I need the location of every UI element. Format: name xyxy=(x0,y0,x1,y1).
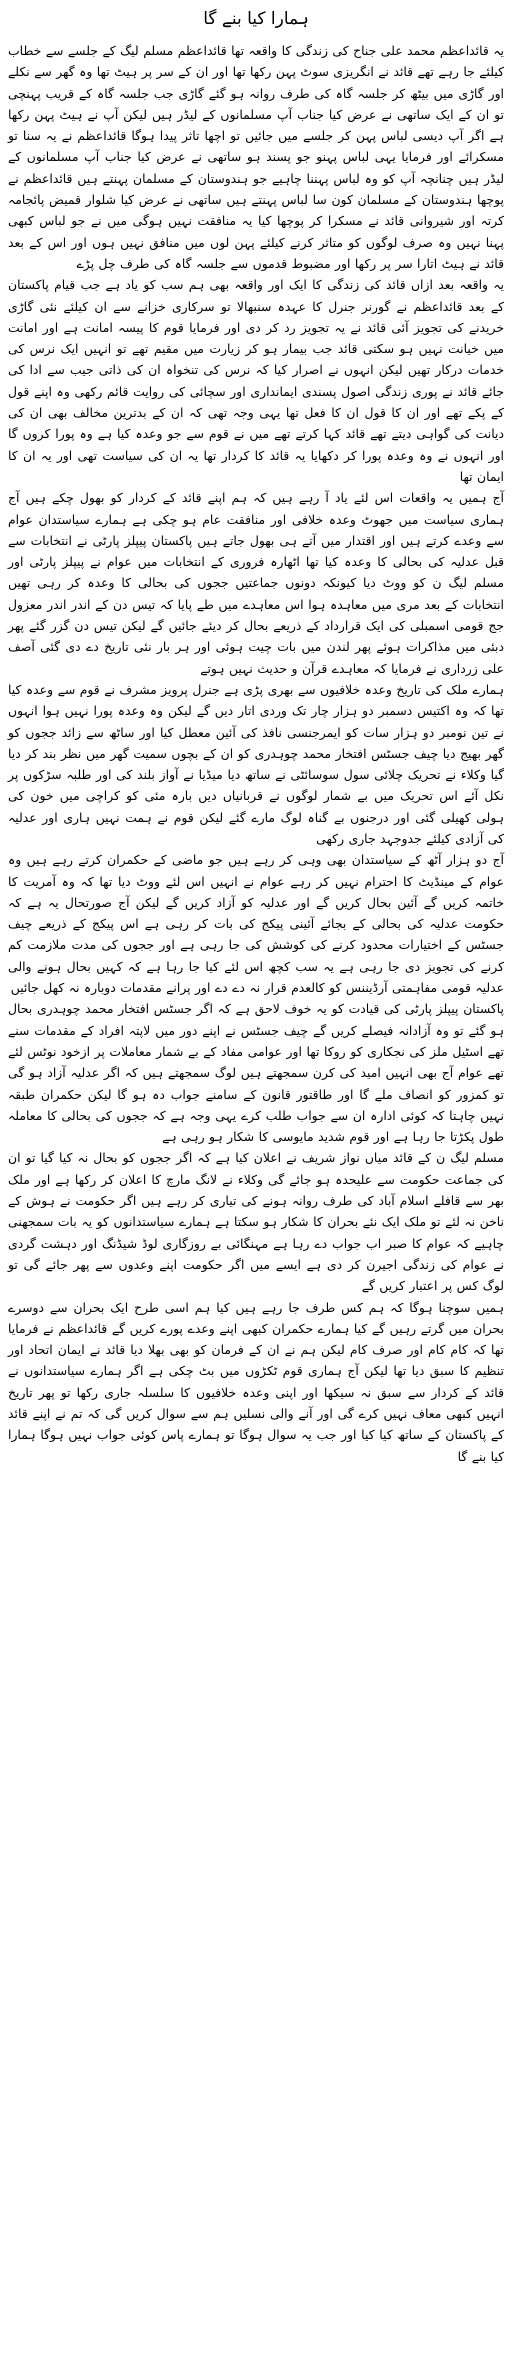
article-paragraph: ہمارے ملک کی تاریخ وعدہ خلافیوں سے بھری پڑی ہے جنرل پرویز مشرف نے قوم سے وعدہ کیا تھا کہ وہ اکتیس دسمبر دو ہزار چار تک وردی اتار دیں گے لیکن وہ وعدہ پورا نہیں ہوا انہوں نے تین نومبر دو ہزار سات کو ایمرجنسی نافذ کی آئین معطل کیا اور ساٹھ سے زائد ججوں کو گھر بھیج دیا چیف جسٹس افتخار محمد چوہدری کو ان کے بچوں سمیت گھر میں نظر بند کر دیا گیا وکلاء نے تحریک چلائی سول سوسائٹی نے ساتھ دیا میڈیا نے آواز بلند کی اور طلبہ سڑکوں پر نکل آئے اس تحریک میں بے شمار لوگوں نے قربانیاں دیں بارہ مئی کو کراچی میں خون کی ہولی کھیلی گئی اور درجنوں بے گناہ لوگ مارے گئے لیکن قوم نے ہمت نہیں ہاری اور عدلیہ کی آزادی کیلئے جدوجہد جاری رکھی xyxy=(8,681,504,846)
article-paragraph: آج ہمیں یہ واقعات اس لئے یاد آ رہے ہیں کہ ہم اپنے قائد کے کردار کو بھول چکے ہیں آج ہماری سیاست میں جھوٹ وعدہ خلافی اور منافقت عام ہو چکی ہے ہمارے سیاستدان عوام سے وعدے کرتے ہیں اور اقتدار میں آتے ہی بھول جاتے ہیں پاکستان پیپلز پارٹی نے انتخابات سے قبل عدلیہ کی بحالی کا وعدہ کیا تھا اٹھارہ فروری کے انتخابات میں عوام نے پیپلز پارٹی اور مسلم لیگ ن کو ووٹ دیا کیونکہ دونوں جماعتیں ججوں کی بحالی کا وعدہ کر رہی تھیں انتخابات کے بعد مری میں معاہدہ ہوا اس معاہدے میں طے پایا کہ تیس دن کے اندر اندر معزول جج قومی اسمبلی کی ایک قرارداد کے ذریعے بحال کر دیئے جائیں گے لیکن تیس دن گزر گئے پھر دبئی میں مذاکرات ہوئے پھر لندن میں بات چیت ہوئی اور ہر بار نئی تاریخ دے دی گئی آصف علی زرداری نے فرمایا کہ معاہدے قرآن و حدیث نہیں ہوتے xyxy=(8,490,504,676)
article-paragraph: ہمیں سوچنا ہوگا کہ ہم کس طرف جا رہے ہیں کیا ہم اسی طرح ایک بحران سے دوسرے بحران میں گرتے رہیں گے کیا ہمارے حکمران کبھی اپنے وعدے پورے کریں گے قائداعظم نے فرمایا تھا کہ کام کام اور صرف کام لیکن ہم نے ان کے فرمان کو بھی بھلا دیا قائد نے ایمان اتحاد اور تنظیم کا سبق دیا تھا لیکن آج ہماری قوم ٹکڑوں میں بٹ چکی ہے اگر ہمارے سیاستدانوں نے قائد کے کردار سے سبق نہ سیکھا اور اپنی وعدہ خلافیوں کا سلسلہ جاری رکھا تو پھر تاریخ انہیں کبھی معاف نہیں کرے گی اور آنے والی نسلیں ہم سے سوال کریں گی کہ تم نے اپنے قائد کے پاکستان کے ساتھ کیا کیا اور جب یہ سوال ہوگا تو ہمارے پاس کوئی جواب نہیں ہوگا ہمارا کیا بنے گا xyxy=(8,1299,504,1464)
article-body xyxy=(8,40,504,1467)
article-paragraph: آج دو ہزار آٹھ کے سیاستدان بھی وہی کر رہے ہیں جو ماضی کے حکمران کرتے رہے ہیں وہ عوام کے مینڈیٹ کا احترام نہیں کر رہے عوام نے انہیں اس لئے ووٹ دیا تھا کہ وہ آمریت کا خاتمہ کریں گے آئین بحال کریں گے اور عدلیہ کو آزاد کریں گے لیکن آج صورتحال یہ ہے کہ حکومت عدلیہ کی بحالی کے بجائے آئینی پیکج کی بات کر رہی ہے اس پیکج کے ذریعے چیف جسٹس کے اختیارات محدود کرنے کی کوشش کی جا رہی ہے اور ججوں کی مدت ملازمت کم کرنے کی تجویز دی جا رہی ہے یہ سب کچھ اس لئے کیا جا رہا ہے کہ کہیں بحال ہونے والی عدلیہ قومی مفاہمتی آرڈیننس کو کالعدم قرار نہ دے دے اور پرانے مقدمات دوبارہ نہ کھل جائیں xyxy=(8,852,504,996)
article-paragraph: مسلم لیگ ن کے قائد میاں نواز شریف نے اعلان کیا ہے کہ اگر ججوں کو بحال نہ کیا گیا تو ان کی جماعت حکومت سے علیحدہ ہو جائے گی وکلاء نے لانگ مارچ کا اعلان کر رکھا ہے اور ملک بھر سے قافلے اسلام آباد کی طرف روانہ ہونے کی تیاری کر رہے ہیں اگر حکومت نے ہوش کے ناخن نہ لئے تو ملک ایک نئے بحران کا شکار ہو سکتا ہے ہمارے سیاستدانوں کو یہ بات سمجھنی چاہیے کہ عوام کا صبر اب جواب دے رہا ہے مہنگائی بے روزگاری لوڈ شیڈنگ اور دہشت گردی نے عوام کی زندگی اجیرن کر دی ہے ایسے میں اگر حکومت اپنے وعدوں سے پھر جائے گی تو لوگ کس پر اعتبار کریں گے xyxy=(8,1150,504,1294)
article-paragraph: یہ واقعہ بعد ازاں قائد کی زندگی کا ایک اور واقعہ بھی ہم سب کو یاد ہے جب قیام پاکستان کے بعد قائداعظم نے گورنر جنرل کا عہدہ سنبھالا تو سرکاری خزانے سے ان کیلئے نئی گاڑی خریدنے کی تجویز آئی قائد نے یہ تجویز رد کر دی اور فرمایا قوم کا پیسہ امانت ہے اور امانت میں خیانت نہیں ہو سکتی قائد جب بیمار ہو کر زیارت میں مقیم تھے تو انہیں ایک نرس کی خدمات درکار تھیں لیکن انہوں نے اصرار کیا کہ نرس کی تنخواہ ان کی ذاتی جیب سے ادا کی جائے قائد نے پوری زندگی اصول پسندی ایمانداری اور سچائی کی روایت قائم رکھی وہ اپنے قول کے پکے تھے اور ان کا قول ان کا فعل تھا یہی وجہ تھی کہ ان کے بدترین مخالف بھی ان کی دیانت کی گواہی دیتے تھے قائد کہا کرتے تھے میں نے قوم سے جو وعدہ کیا ہے وہ پورا کروں گا اور انہوں نے وہ وعدہ پورا کر دکھایا یہ قائد کا کردار تھا یہ ان کی سیاست تھی اور یہ ان کا ایمان تھا xyxy=(8,277,504,484)
article-paragraph: پاکستان پیپلز پارٹی کی قیادت کو یہ خوف لاحق ہے کہ اگر جسٹس افتخار محمد چوہدری بحال ہو گئے تو وہ آزادانہ فیصلے کریں گے چیف جسٹس نے اپنے دور میں لاپتہ افراد کے مقدمات سنے تھے اسٹیل ملز کی نجکاری کو روکا تھا اور عوامی مفاد کے بے شمار معاملات پر ازخود نوٹس لئے تھے عوام آج بھی انہیں امید کی کرن سمجھتے ہیں لوگ سمجھتے ہیں کہ اگر عدلیہ آزاد ہو گی تو کمزور کو انصاف ملے گا اور طاقتور قانون کے سامنے جواب دہ ہو گا لیکن حکمران طبقہ نہیں چاہتا کہ کوئی ادارہ ان سے جواب طلب کرے یہی وجہ ہے کہ ججوں کی بحالی کا معاملہ طول پکڑتا جا رہا ہے اور قوم شدید مایوسی کا شکار ہو رہی ہے xyxy=(8,1001,504,1145)
article-paragraph: یہ قائداعظم محمد علی جناح کی زندگی کا واقعہ تھا قائداعظم مسلم لیگ کے جلسے سے خطاب کیلئے جا رہے تھے قائد نے انگریزی سوٹ پہن رکھا تھا اور ان کے سر پر ہیٹ تھا وہ گھر سے نکلے اور گاڑی میں بیٹھ کر جلسہ گاہ کی طرف روانہ ہو گئے گاڑی جب جلسہ گاہ کے قریب پہنچی تو ان کے ایک ساتھی نے عرض کیا جناب آپ مسلمانوں کے لیڈر ہیں لیکن آپ نے ہیٹ پہن رکھا ہے اگر آپ دیسی لباس پہن کر جلسے میں جائیں تو اچھا تاثر پیدا ہوگا قائداعظم نے یہ سنا تو مسکرائے اور فرمایا یہی لباس پہنو جو پسند ہو ساتھی نے عرض کیا جناب آپ مسلمانوں کے لیڈر ہیں چنانچہ آپ کو وہ لباس پہننا چاہیے جو ہندوستان کے مسلمان پہنتے ہیں قائداعظم نے پوچھا ہندوستان کے مسلمان کون سا لباس پہنتے ہیں ساتھی نے عرض کیا شلوار قمیض پائجامہ کرتہ اور شیروانی قائد نے مسکرا کر پوچھا کیا یہ منافقت نہیں ہوگی میں نے جو لباس کبھی پہنا نہیں وہ صرف لوگوں کو متاثر کرنے کیلئے پہن لوں میں منافق نہیں ہوں اور اس کے بعد قائد نے ہیٹ اتارا سر پر رکھا اور مضبوط قدموں سے جلسہ گاہ کی طرف چل پڑے xyxy=(8,43,504,271)
article-title: ہمارا کیا بنے گا xyxy=(203,9,309,29)
